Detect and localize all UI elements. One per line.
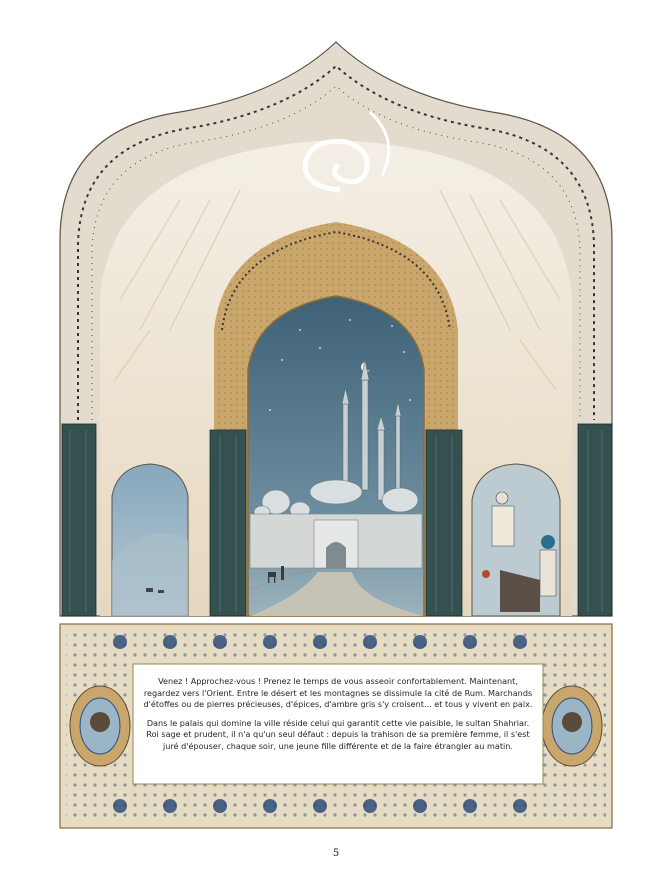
narration-paragraph-2: Dans le palais qui domine la ville réside celui qui garantit cette vie paisible, le sultan Shahriar. Roi sage et prudent, il n'a qu'un seul défaut : depuis la trahison de sa première femme, il s'est juré d'épouser, chaque soir, une jeune fille différente et de la faire étrangler au matin. xyxy=(146,717,530,751)
right-medallion xyxy=(542,686,602,766)
narration-box xyxy=(133,664,543,784)
left-medallion xyxy=(70,686,130,766)
narration-paragraph-1: Venez ! Approchez-vous ! Prenez le temps de vous asseoir confortablement. Maintenant, regardez vers l'Orient. Entre le désert et les montagnes se dissimule la cité de Rum. Marchands d'étoffes ou de pierres précieuses, d'épices, d'ambre gris s'y croisent... et tous y vivent en paix. xyxy=(143,676,533,710)
page-number: 5 xyxy=(332,848,340,859)
